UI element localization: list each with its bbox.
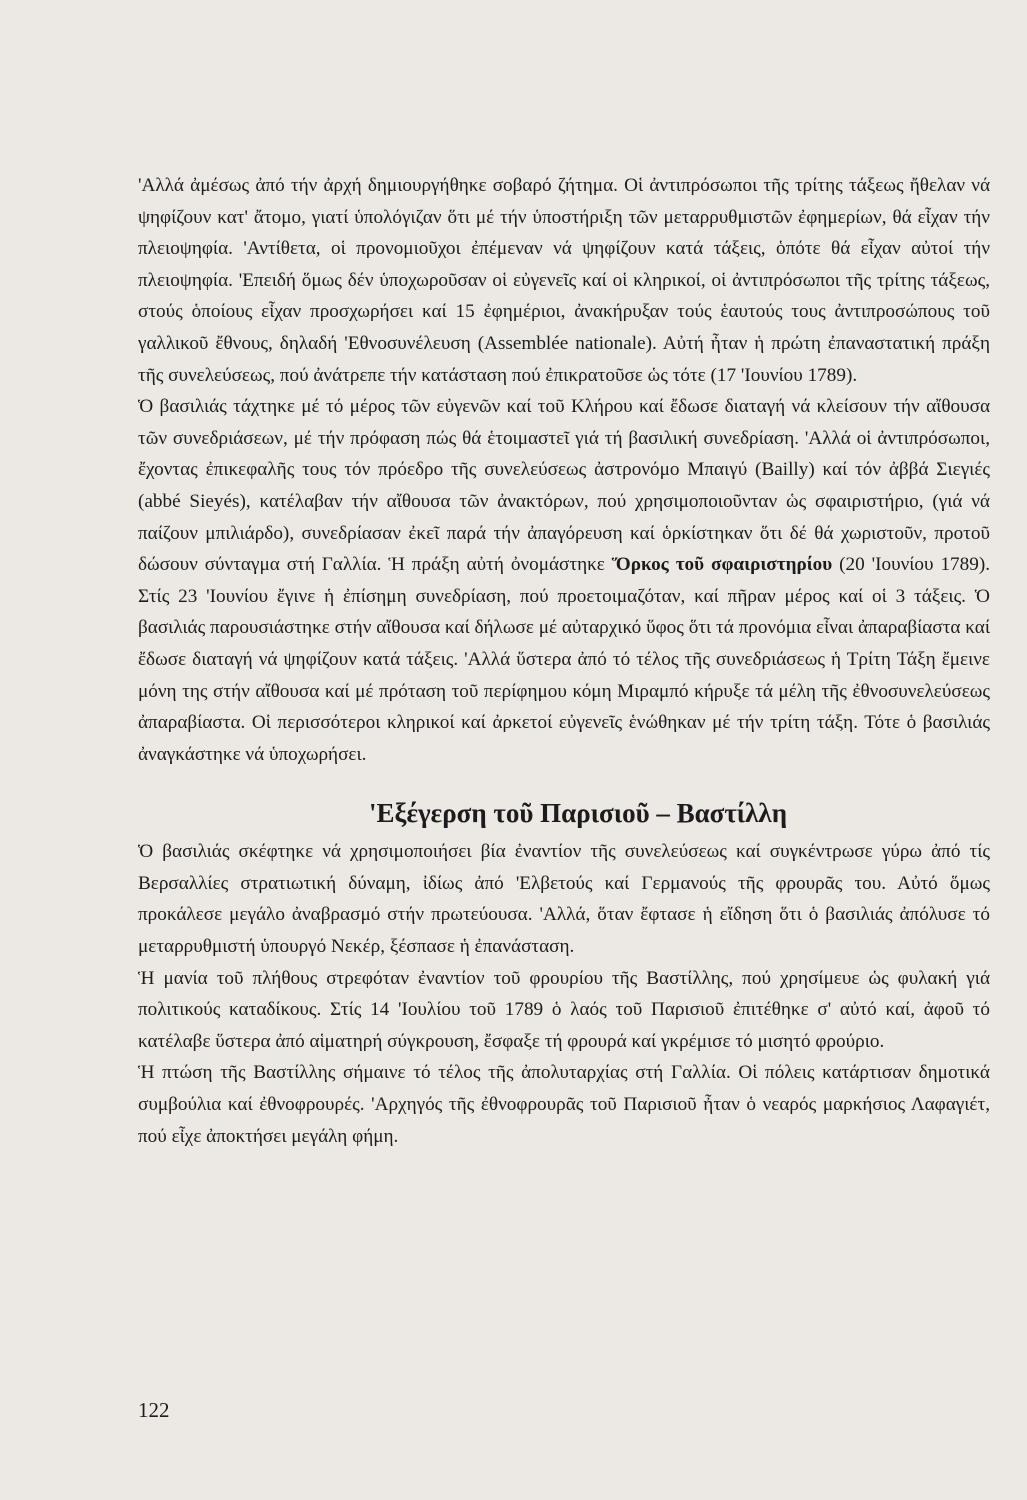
paragraph-3: Ὁ βασιλιάς σκέφτηκε νά χρησιμοποιήσει βία ἐναντίον τῆς συνελεύσεως καί συγκέντρωσε γύρω ἀπό τίς Βερσαλλίες στρατιωτική δύναμη, ἰδίως ἀπό 'Ελβετούς καί Γερμανούς τῆς φρουρᾶς του. Αὐτό ὅμως προκάλεσε μεγάλο ἀναβρασμό στήν πρωτεύουσα. 'Αλλά, ὅταν ἔφτασε ἡ εἴδηση ὅτι ὁ βασιλιάς ἀπόλυσε τό μεταρρυθμιστή ὑπουργό Νεκέρ, ξέσπασε ἡ ἐπανάσταση. [138, 841, 990, 958]
page-body [138, 170, 990, 1152]
paragraph-1: 'Αλλά ἀμέσως ἀπό τήν ἀρχή δημιουργήθηκε σοβαρό ζήτημα. Οἱ ἀντιπρόσωποι τῆς τρίτης τάξεως ἤθελαν νά ψηφίζουν κατ' ἄτομο, γιατί ὑπολόγιζαν ὅτι μέ τήν ὑποστήριξη τῶν μεταρρυθμιστῶν ἐφημερίων, θά εἶχαν τήν πλειοψηφία. 'Αντίθετα, οἱ προνομιοῦχοι ἐπέμεναν νά ψηφίζουν κατά τάξεις, ὁπότε θά εἶχαν αὐτοί τήν πλειοψηφία. 'Επειδή ὅμως δέν ὑποχωροῦσαν οἱ εὐγενεῖς καί οἱ κληρικοί, οἱ ἀντιπρόσωποι τῆς τρίτης τάξεως, στούς ὁποίους εἶχαν προσχωρήσει καί 15 ἐφημέριοι, ἀνακήρυξαν τούς ἑαυτούς τους ἀντιπροσώπους τοῦ γαλλικοῦ ἔθνους, δηλαδή 'Εθνοσυνέλευση (Assemblée nationale). Αὐτή ἦταν ἡ πρώτη ἐπαναστατική πράξη τῆς συνελεύσεως, πού ἀνάτρεπε τήν κατάσταση πού ἐπικρατοῦσε ὡς τότε (17 'Ιουνίου 1789). [138, 175, 990, 386]
paragraph-4: Ἡ μανία τοῦ πλήθους στρεφόταν ἐναντίον τοῦ φρουρίου τῆς Βαστίλλης, πού χρησίμευε ὡς φυλακή γιά πολιτικούς καταδίκους. Στίς 14 'Ιουλίου τοῦ 1789 ὁ λαός τοῦ Παρισιοῦ ἐπιτέθηκε σ' αὐτό καί, ἀφοῦ τό κατέλαβε ὕστερα ἀπό αἱματηρή σύγκρουση, ἔσφαξε τή φρουρά καί γκρέμισε τό μισητό φρούριο. [138, 967, 990, 1052]
paragraph-2 [138, 391, 990, 770]
oath-term: Ὅρκος τοῦ σφαιριστηρίου [611, 554, 833, 576]
page-number: 122 [138, 1398, 170, 1422]
paragraph-2-start: Ὁ βασιλιάς τάχτηκε μέ τό μέρος τῶν εὐγενῶν καί τοῦ Κλήρου καί ἔδωσε διαταγή νά κλείσουν τήν αἴθουσα τῶν συνεδριάσεων, μέ τήν πρόφαση πώς θά ἑτοιμαστεῖ γιά τή βασιλική συνεδρίαση. 'Αλλά οἱ ἀντιπρόσωποι, ἔχοντας ἐπικεφαλῆς τους τόν πρόεδρο τῆς συνελεύσεως ἀστρονόμο Μπαιγύ (Bailly) καί τόν ἀββά Σιεγιές (abbé Sieyés), κατέλαβαν τήν αἴθουσα τῶν ἀνακτόρων, πού χρησιμοποιοῦνταν ὡς σφαιριστήριο, (γιά νά παίζουν μπιλιάρδο), συνεδρίασαν ἐκεῖ παρά τήν ἀπαγόρευση καί ὁρκίστηκαν ὅτι δέ θά χωριστοῦν, προτοῦ δώσουν σύνταγμα στή Γαλλία. Ἡ πράξη αὐτή ὀνομάστηκε [138, 396, 990, 576]
paragraph-2-end: (20 'Ιουνίου 1789). Στίς 23 'Ιουνίου ἔγινε ἡ ἐπίσημη συνεδρίαση, πού προετοιμαζόταν, καί πῆραν μέρος καί οἱ 3 τάξεις. Ὁ βασιλιάς παρουσιάστηκε στήν αἴθουσα καί δήλωσε μέ αὐταρχικό ὕφος ὅτι τά προνόμια εἶναι ἀπαραβίαστα καί ἔδωσε διαταγή νά ψηφίζουν κατά τάξεις. 'Αλλά ὕστερα ἀπό τό τέλος τῆς συνεδριάσεως ἡ Τρίτη Τάξη ἔμεινε μόνη της στήν αἴθουσα καί μέ πρόταση τοῦ περίφημου κόμη Μιραμπό κήρυξε τά μέλη τῆς ἐθνοσυνελεύσεως ἀπαραβίαστα. Οἱ περισσότεροι κληρικοί καί ἀρκετοί εὐγενεῖς ἑνώθηκαν μέ τήν τρίτη τάξη. Τότε ὁ βασιλιάς ἀναγκάστηκε νά ὑποχωρήσει. [138, 554, 991, 765]
paragraph-5: Ἡ πτώση τῆς Βαστίλλης σήμαινε τό τέλος τῆς ἀπολυταρχίας στή Γαλλία. Οἱ πόλεις κατάρτισαν δημοτικά συμβούλια καί ἐθνοφρουρές. 'Αρχηγός τῆς ἐθνοφρουρᾶς τοῦ Παρισιοῦ ἦταν ὁ νεαρός μαρκήσιος Λαφαγιέτ, πού εἶχε ἀποκτήσει μεγάλη φήμη. [138, 1062, 990, 1147]
section-title: 'Εξέγερση τοῦ Παρισιοῦ – Βαστίλλη [368, 798, 788, 829]
